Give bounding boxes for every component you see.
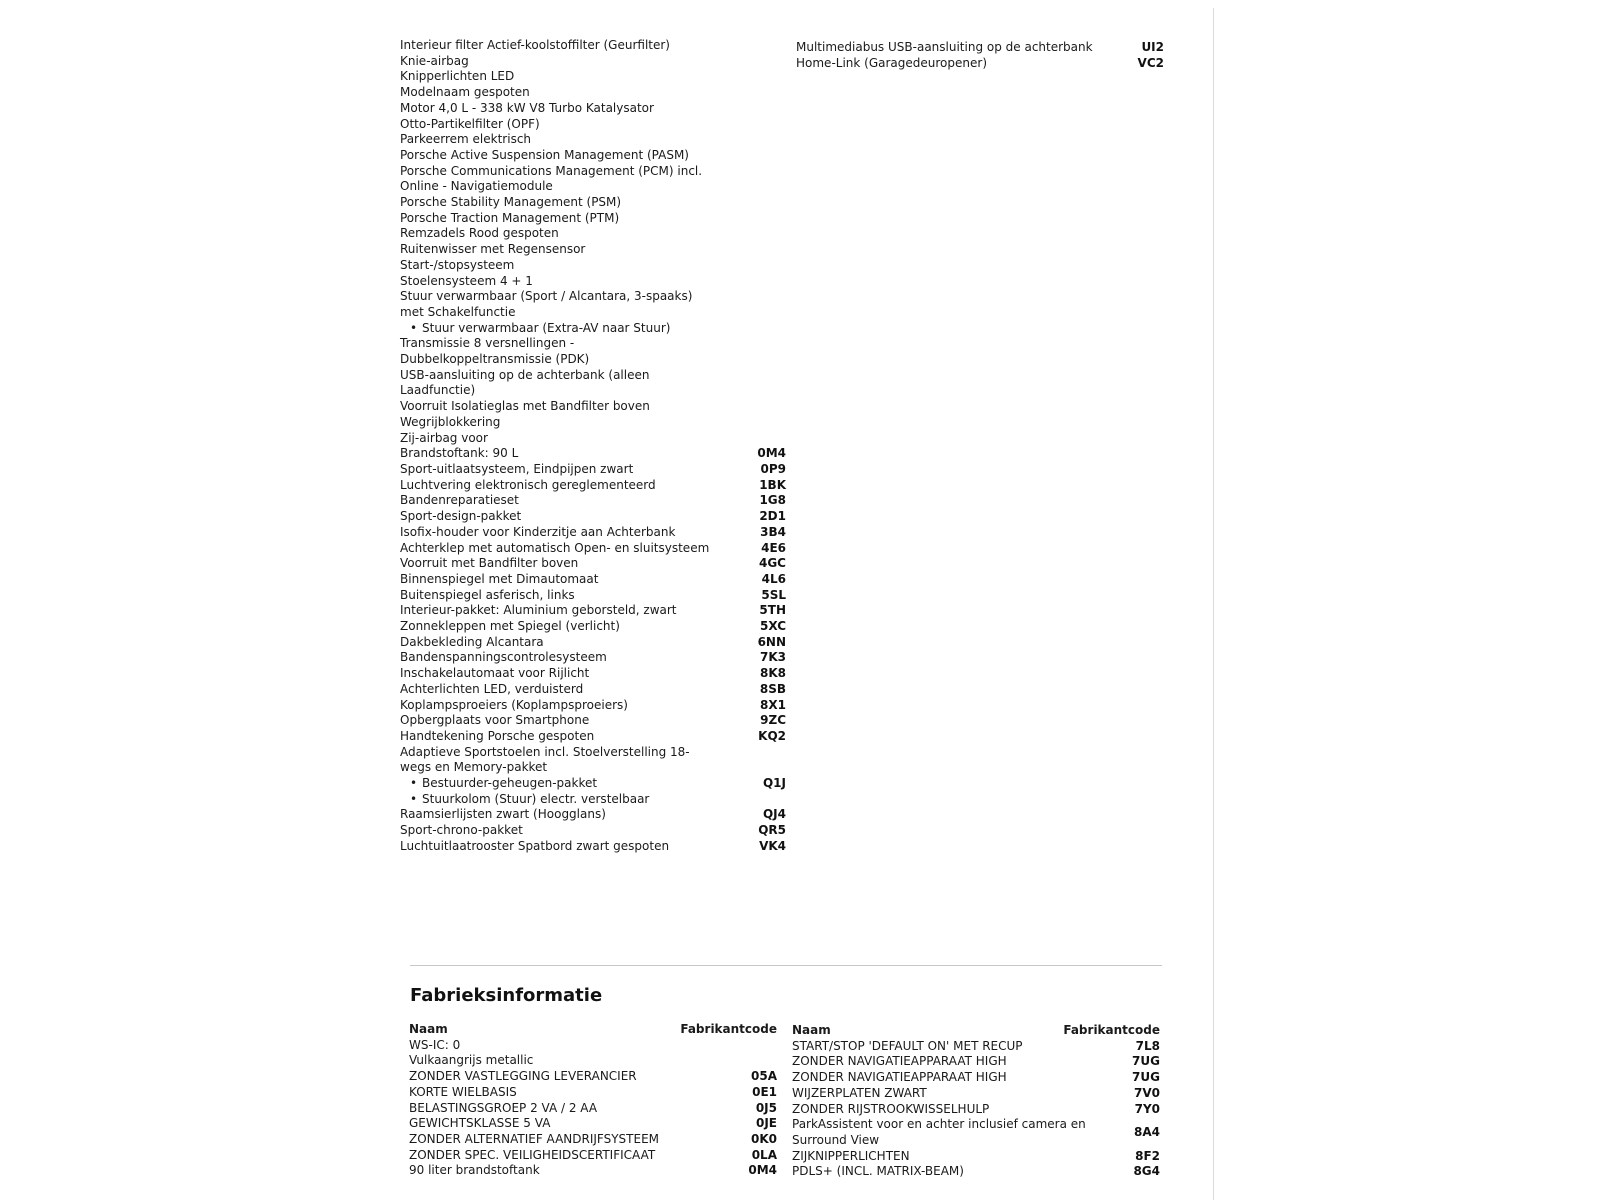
item-code: QJ4 — [762, 807, 786, 822]
item-description: Ruitenwisser met Regensensor — [400, 242, 586, 257]
option-row — [400, 823, 786, 839]
item-description: Brandstoftank: 90 L — [400, 446, 519, 461]
item-description: PDLS+ (INCL. MATRIX-BEAM) — [792, 1164, 964, 1179]
item-code: 2D1 — [759, 509, 786, 524]
item-description: KORTE WIELBASIS — [409, 1084, 517, 1099]
table-header — [409, 1022, 777, 1038]
item-code: 8X1 — [760, 697, 786, 712]
option-row — [400, 132, 786, 148]
option-row — [400, 807, 786, 823]
option-row — [400, 556, 786, 572]
item-description: Koplampsproeiers (Koplampsproeiers) — [400, 697, 628, 712]
item-description: ZIJKNIPPERLICHTEN — [792, 1148, 910, 1163]
item-description: ZONDER ALTERNATIEF AANDRIJFSYSTEEM — [409, 1131, 660, 1146]
option-row — [796, 56, 1164, 72]
item-code: VK4 — [759, 838, 786, 853]
item-description: ZONDER NAVIGATIEAPPARAAT HIGH — [792, 1070, 1007, 1085]
option-row — [400, 666, 786, 682]
option-row — [400, 164, 786, 195]
item-description: • Bestuurder-geheugen-pakket — [400, 776, 726, 792]
column-header-name: Naam — [409, 1022, 448, 1036]
table-row — [792, 1070, 1160, 1086]
item-description: Transmissie 8 versnellingen - Dubbelkoppeltransmissie (PDK) — [400, 336, 590, 367]
item-description: ParkAssistent voor en achter inclusief camera en Surround View — [792, 1117, 1086, 1147]
item-code: 0K0 — [751, 1131, 777, 1146]
item-description: Porsche Traction Management (PTM) — [400, 210, 620, 225]
item-description: Achterklep met automatisch Open- en sluitsysteem — [400, 540, 710, 555]
option-row — [400, 588, 786, 604]
option-row — [400, 321, 786, 337]
item-code: 4E6 — [761, 540, 786, 555]
column-header-code: Fabrikantcode — [680, 1022, 777, 1036]
item-code: 0M4 — [748, 1163, 777, 1178]
option-row — [400, 54, 786, 70]
table-row — [409, 1101, 777, 1117]
item-code: 05A — [751, 1069, 777, 1084]
item-code: UI2 — [1141, 40, 1164, 54]
item-description: START/STOP 'DEFAULT ON' MET RECUP — [792, 1038, 1023, 1053]
item-code: 7K3 — [760, 650, 786, 665]
item-description: Start-/stopsysteem — [400, 257, 515, 272]
item-description: Dakbekleding Alcantara — [400, 634, 544, 649]
item-description: Motor 4,0 L - 338 kW V8 Turbo Katalysator — [400, 100, 654, 115]
item-description: Knie-airbag — [400, 53, 469, 68]
page-edge-line — [1213, 8, 1214, 1200]
factory-info-table-right — [792, 1023, 1160, 1180]
table-row — [792, 1117, 1160, 1148]
item-code: 0P9 — [760, 461, 786, 476]
item-description: Isofix-houder voor Kinderzitje aan Achterbank — [400, 524, 676, 539]
option-row — [400, 431, 786, 447]
item-code: 0E1 — [752, 1084, 777, 1099]
item-description: Voorruit Isolatieglas met Bandfilter boven — [400, 399, 650, 414]
item-description: Bandenspanningscontrolesysteem — [400, 650, 607, 665]
item-code: 8F2 — [1135, 1148, 1160, 1163]
item-description: Porsche Active Suspension Management (PASM) — [400, 147, 689, 162]
table-header — [792, 1023, 1160, 1039]
item-code: 7V0 — [1134, 1085, 1160, 1100]
item-description: Zij-airbag voor — [400, 430, 488, 445]
item-description: Stuur verwarmbaar (Sport / Alcantara, 3-spaaks) met Schakelfunctie — [400, 289, 693, 319]
option-row — [400, 478, 786, 494]
item-code: 8G4 — [1133, 1164, 1160, 1179]
table-row — [792, 1164, 1160, 1180]
item-description: Luchtvering elektronisch gereglementeerd — [400, 477, 656, 492]
item-description: WS-IC: 0 — [409, 1037, 461, 1052]
item-code: 7UG — [1132, 1054, 1160, 1069]
item-description: Zonnekleppen met Spiegel (verlicht) — [400, 619, 620, 634]
option-row — [400, 85, 786, 101]
item-description: Home-Link (Garagedeuropener) — [796, 55, 987, 70]
option-row — [400, 38, 786, 54]
option-row — [400, 242, 786, 258]
factory-info-table-left — [409, 1022, 777, 1179]
table-row — [792, 1149, 1160, 1165]
item-description: ZONDER VASTLEGGING LEVERANCIER — [409, 1069, 637, 1084]
item-code: Q1J — [762, 776, 786, 791]
item-code: VC2 — [1137, 55, 1164, 70]
column-header-name: Naam — [792, 1023, 831, 1037]
table-row — [409, 1069, 777, 1085]
option-row — [400, 148, 786, 164]
item-description: ZONDER RIJSTROOKWISSELHULP — [792, 1101, 990, 1116]
table-row — [792, 1102, 1160, 1118]
item-description: Raamsierlijsten zwart (Hoogglans) — [400, 807, 606, 822]
option-row — [400, 399, 786, 415]
table-row — [792, 1086, 1160, 1102]
table-row — [409, 1132, 777, 1148]
option-row — [400, 541, 786, 557]
item-code: 7Y0 — [1134, 1101, 1160, 1116]
item-description: Interieur-pakket: Aluminium geborsteld, zwart — [400, 603, 677, 618]
option-row — [400, 713, 786, 729]
item-code: 9ZC — [760, 713, 786, 728]
item-description: BELASTINGSGROEP 2 VA / 2 AA — [409, 1100, 598, 1115]
item-description: Adaptieve Sportstoelen incl. Stoelverstelling 18-wegs en Memory-pakket — [400, 744, 690, 775]
item-description: Achterlichten LED, verduisterd — [400, 681, 584, 696]
item-code: 8K8 — [760, 666, 786, 681]
item-description: WIJZERPLATEN ZWART — [792, 1085, 927, 1100]
option-row — [400, 729, 786, 745]
table-row — [409, 1085, 777, 1101]
item-description: Handtekening Porsche gespoten — [400, 728, 595, 743]
item-description: Luchtuitlaatrooster Spatbord zwart gespoten — [400, 838, 670, 853]
option-row — [400, 650, 786, 666]
option-row — [400, 682, 786, 698]
table-row — [792, 1039, 1160, 1055]
option-row — [400, 698, 786, 714]
option-row — [400, 619, 786, 635]
item-code: 5SL — [761, 587, 786, 602]
item-code: KQ2 — [758, 728, 786, 743]
item-description: USB-aansluiting op de achterbank (alleen Laadfunctie) — [400, 367, 650, 398]
item-code: 5TH — [759, 603, 786, 618]
option-row — [400, 635, 786, 651]
item-code: 0JE — [755, 1116, 777, 1131]
item-description: Modelnaam gespoten — [400, 85, 530, 100]
item-code: 6NN — [757, 634, 786, 649]
option-row — [400, 117, 786, 133]
item-description: Stoelensysteem 4 + 1 — [400, 273, 533, 288]
item-code: 8A4 — [1134, 1125, 1160, 1140]
option-row — [796, 40, 1164, 56]
item-description: Vulkaangrijs metallic — [409, 1053, 534, 1068]
item-description: GEWICHTSKLASSE 5 VA — [409, 1116, 551, 1131]
table-row — [409, 1148, 777, 1164]
option-row — [400, 572, 786, 588]
item-description: Porsche Stability Management (PSM) — [400, 195, 622, 210]
item-description: ZONDER SPEC. VEILIGHEIDSCERTIFICAAT — [409, 1147, 656, 1162]
option-row — [400, 839, 786, 855]
item-description: Wegrijblokkering — [400, 414, 501, 429]
option-row — [400, 745, 786, 776]
option-row — [400, 603, 786, 619]
item-code: 4L6 — [761, 571, 786, 586]
section-title-fabrieksinformatie: Fabrieksinformatie — [410, 985, 603, 1006]
item-code: 4GC — [758, 556, 786, 571]
item-code: 1G8 — [759, 493, 786, 508]
option-row — [400, 462, 786, 478]
option-row — [400, 776, 786, 792]
item-description: Knipperlichten LED — [400, 69, 515, 84]
item-code: 7L8 — [1135, 1038, 1160, 1053]
item-description: Multimediabus USB-aansluiting op de achterbank — [796, 40, 1093, 54]
option-row — [400, 289, 786, 320]
option-row — [400, 525, 786, 541]
option-row — [400, 195, 786, 211]
item-description: Binnenspiegel met Dimautomaat — [400, 571, 599, 586]
options-list-right — [796, 40, 1164, 71]
table-row — [409, 1163, 777, 1179]
option-row — [400, 101, 786, 117]
item-description: ZONDER NAVIGATIEAPPARAAT HIGH — [792, 1054, 1007, 1069]
table-row — [792, 1054, 1160, 1070]
item-code: 3B4 — [760, 524, 786, 539]
item-description: Inschakelautomaat voor Rijlicht — [400, 666, 590, 681]
option-row — [400, 368, 786, 399]
item-description: Bandenreparatieset — [400, 493, 519, 508]
item-code: 5XC — [760, 619, 786, 634]
item-description: Parkeerrem elektrisch — [400, 132, 532, 147]
item-description: Remzadels Rood gespoten — [400, 226, 559, 241]
item-code: QR5 — [758, 823, 786, 838]
option-row — [400, 336, 786, 367]
item-description: Buitenspiegel asferisch, links — [400, 587, 575, 602]
table-row — [409, 1053, 777, 1069]
option-row — [400, 274, 786, 290]
item-description: Sport-chrono-pakket — [400, 823, 523, 838]
item-code: 7UG — [1132, 1070, 1160, 1085]
option-row — [400, 446, 786, 462]
item-code: 0M4 — [757, 446, 786, 461]
item-code: 0J5 — [755, 1100, 777, 1115]
options-list-left — [400, 38, 786, 855]
table-row — [409, 1116, 777, 1132]
item-description: Opbergplaats voor Smartphone — [400, 713, 590, 728]
option-row — [400, 792, 786, 808]
item-description: Otto-Partikelfilter (OPF) — [400, 116, 540, 131]
column-header-code: Fabrikantcode — [1063, 1023, 1160, 1037]
section-divider — [410, 965, 1162, 966]
option-row — [400, 415, 786, 431]
option-row — [400, 258, 786, 274]
item-description: Sport-uitlaatsysteem, Eindpijpen zwart — [400, 461, 634, 476]
option-row — [400, 226, 786, 242]
item-description: Interieur filter Actief-koolstoffilter (Geurfilter) — [400, 38, 670, 52]
option-row — [400, 211, 786, 227]
item-description: Porsche Communications Management (PCM) incl. Online - Navigatiemodule — [400, 163, 703, 194]
item-code: 1BK — [759, 477, 786, 492]
option-row — [400, 69, 786, 85]
option-row — [400, 509, 786, 525]
item-description: 90 liter brandstoftank — [409, 1163, 540, 1178]
item-code: 0LA — [751, 1147, 777, 1162]
item-description: • Stuurkolom (Stuur) electr. verstelbaar — [400, 792, 726, 808]
option-row — [400, 493, 786, 509]
item-code: 8SB — [759, 681, 786, 696]
item-description: Sport-design-pakket — [400, 509, 522, 524]
item-description: • Stuur verwarmbaar (Extra-AV naar Stuur) — [400, 321, 726, 337]
table-row — [409, 1038, 777, 1054]
item-description: Voorruit met Bandfilter boven — [400, 556, 579, 571]
